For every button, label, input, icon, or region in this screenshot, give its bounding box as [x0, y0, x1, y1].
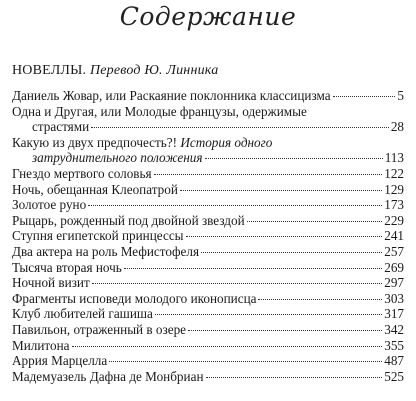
toc-entry-page: 342 [384, 321, 404, 337]
toc-entry [12, 104, 404, 135]
dot-leader [188, 330, 382, 331]
toc-entry-title: Золотое руно [12, 197, 87, 213]
section-heading [12, 63, 218, 79]
dot-leader [124, 268, 382, 269]
page-title: Содержание [119, 2, 297, 31]
toc-entry-title: Ночной визит [12, 275, 90, 291]
toc-entry [12, 166, 404, 182]
dot-leader [206, 377, 383, 378]
toc-entry [12, 228, 404, 244]
dot-leader [247, 221, 383, 222]
dot-leader [205, 158, 383, 159]
toc-entry [12, 338, 404, 354]
toc-entry [12, 135, 404, 166]
toc-entry-title: Тысяча вторая ночь [12, 259, 122, 275]
toc-entry [12, 197, 404, 213]
toc-entry-title: Два актера на роль Мефистофеля [12, 243, 200, 259]
toc-entry-page: 355 [384, 337, 404, 353]
toc-entry [12, 353, 404, 369]
toc-entry-title: Аррия Марцелла [12, 353, 108, 369]
toc-entry-page: 487 [384, 353, 404, 369]
dot-leader [72, 346, 383, 347]
toc-entry [12, 306, 404, 322]
section-label: НОВЕЛЛЫ. [12, 63, 87, 78]
toc-entry-page: 257 [384, 243, 404, 259]
toc-entry-title: Павильон, отраженный в озере [12, 321, 187, 337]
dot-leader [155, 314, 382, 315]
dot-leader [109, 361, 382, 362]
dot-leader [201, 252, 382, 253]
toc-entry-page: 129 [384, 181, 404, 197]
toc-entry-page: 317 [384, 306, 404, 322]
toc-entry-title: Даниель Жовар, или Раскаяние поклонника классицизма [12, 88, 331, 103]
dot-leader [154, 174, 383, 175]
toc-entry [12, 213, 404, 229]
toc-entry-title: Одна и Другая, или Молодые французы, одержимые [12, 103, 307, 119]
toc-entry-title: Ночь, обещанная Клеопатрой [12, 181, 178, 197]
toc-entry [12, 88, 404, 104]
toc-entry-title: Милитона [12, 337, 70, 353]
toc-entry-title: Мадемуазель Дафна де Монбриан [12, 368, 204, 384]
toc-entry-page: 269 [384, 259, 404, 275]
toc-entry [12, 369, 404, 385]
toc-entry [12, 182, 404, 198]
toc-entry-page: 303 [384, 290, 404, 306]
toc-entry-page: 122 [384, 165, 404, 181]
toc-entry-page: 173 [384, 197, 404, 213]
toc-entry-page: 5 [397, 88, 404, 103]
toc-entry-page: 297 [384, 275, 404, 291]
toc-entry-page: 241 [384, 228, 404, 244]
toc-entry-title: Какую из двух предпочесть?! [12, 134, 178, 150]
toc-entry-page: 229 [384, 212, 404, 228]
toc-entry-page: 28 [390, 119, 404, 135]
toc-entry [12, 260, 404, 276]
toc-entry-subtitle-continued: затруднительного положения [32, 150, 203, 166]
dot-leader [258, 299, 382, 300]
dot-leader [333, 96, 396, 97]
table-of-contents [12, 88, 404, 384]
toc-entry [12, 291, 404, 307]
toc-entry-title-continued: страстями [32, 119, 90, 135]
toc-entry-subtitle: История одного [180, 134, 273, 150]
dot-leader [88, 205, 382, 206]
toc-entry-title: Клуб любителей гашиша [12, 306, 153, 322]
dot-leader [91, 127, 389, 128]
dot-leader [180, 190, 382, 191]
toc-entry-page: 113 [384, 150, 404, 166]
toc-entry [12, 275, 404, 291]
toc-entry-title: Рыцарь, рожденный под двойной звездой [12, 212, 245, 228]
toc-entry [12, 244, 404, 260]
section-translator: Перевод Ю. Линника [89, 63, 219, 78]
toc-entry-page: 525 [384, 368, 404, 384]
dot-leader [186, 236, 383, 237]
toc-entry [12, 322, 404, 338]
toc-entry-title: Ступня египетской принцессы [12, 228, 184, 244]
dot-leader [92, 283, 382, 284]
toc-entry-title: Фрагменты исповеди молодого иконописца [12, 290, 257, 306]
toc-entry-title: Гнездо мертвого соловья [12, 165, 152, 181]
